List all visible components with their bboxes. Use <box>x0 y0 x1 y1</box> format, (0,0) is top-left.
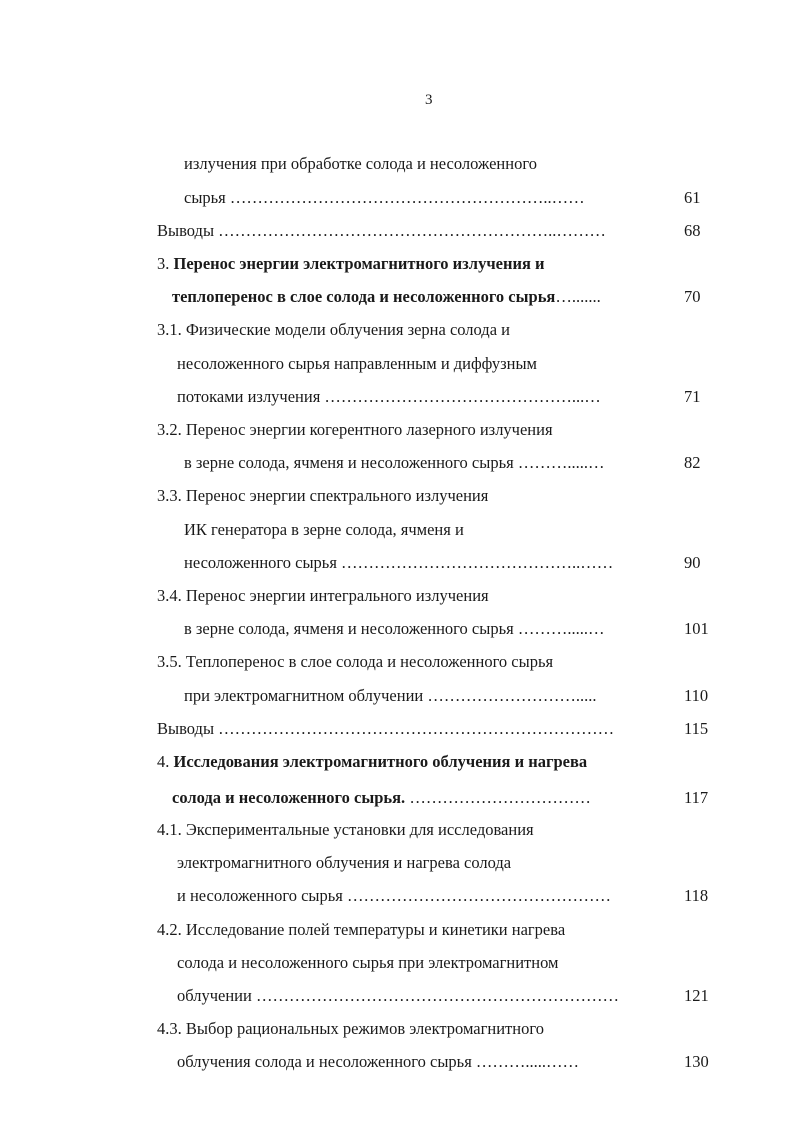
toc-line: теплоперенос в слое солода и несоложенного сырья…....... <box>172 287 601 306</box>
toc-chapter-heading: 4. Исследования электромагнитного облучения и нагрева <box>157 752 588 771</box>
page-number: 3 <box>425 92 433 108</box>
toc-line: несоложенного сырья ……………………………………..…… <box>184 553 614 572</box>
toc-line: при электромагнитном облучении ………………………..... <box>184 686 597 705</box>
toc-page-number: 68 <box>684 221 701 240</box>
toc-page-number: 130 <box>684 1052 709 1071</box>
toc-page-number: 115 <box>684 719 709 738</box>
toc-line: электромагнитного облучения и нагрева солода <box>177 853 512 872</box>
toc-page-number: 71 <box>684 387 701 406</box>
toc-line: облучении ………………………………………………………… <box>177 986 619 1005</box>
toc-page-number: 118 <box>684 886 709 905</box>
toc-line: и несоложенного сырья ………………………………………… <box>177 886 611 905</box>
toc-line: Выводы ……………………………………………………..……… <box>157 221 606 240</box>
toc-line: 3.5. Теплоперенос в слое солода и несоложенного сырья <box>157 652 554 671</box>
toc-line: 3.4. Перенос энергии интегрального излучения <box>157 586 489 605</box>
toc-chapter-heading: 3. Перенос энергии электромагнитного излучения и <box>157 254 545 273</box>
toc-page-number: 110 <box>684 686 709 705</box>
toc-line: 4.2. Исследование полей температуры и кинетики нагрева <box>157 920 566 939</box>
toc-page-number: 61 <box>684 188 701 207</box>
toc-line: излучения при обработке солода и несоложенного <box>184 154 537 173</box>
toc-line: 4.1. Экспериментальные установки для исследования <box>157 820 534 839</box>
toc-line: в зерне солода, ячменя и несоложенного сырья ……….....… <box>184 453 605 472</box>
toc-line: 3.3. Перенос энергии спектрального излучения <box>157 486 489 505</box>
toc-line: солода и несоложенного сырья при электромагнитном <box>177 953 559 972</box>
toc-page-number: 121 <box>684 986 709 1005</box>
toc-line: 3.1. Физические модели облучения зерна солода и <box>157 320 510 339</box>
toc-page-number: 90 <box>684 553 701 572</box>
toc-line: 3.2. Перенос энергии когерентного лазерного излучения <box>157 420 553 439</box>
toc-line: несоложенного сырья направленным и диффузным <box>177 354 538 373</box>
toc-line: 4.3. Выбор рациональных режимов электромагнитного <box>157 1019 544 1038</box>
toc-line: Выводы ……………………………………………………………… <box>157 719 615 738</box>
toc-page-number: 82 <box>684 453 701 472</box>
toc-page-number: 101 <box>684 619 709 638</box>
toc-page-number: 70 <box>684 287 701 306</box>
toc-line: солода и несоложенного сырья. …………………………… <box>172 788 591 807</box>
toc-line: потоками излучения ………………………………………...… <box>177 387 601 406</box>
toc-line: в зерне солода, ячменя и несоложенного сырья ……….....… <box>184 619 605 638</box>
toc-line: облучения солода и несоложенного сырья ……….....…… <box>177 1052 580 1071</box>
toc-line: ИК генератора в зерне солода, ячменя и <box>184 520 464 539</box>
toc-line: сырья …………………………………………………..…… <box>184 188 585 207</box>
toc-page-number: 117 <box>684 788 709 807</box>
